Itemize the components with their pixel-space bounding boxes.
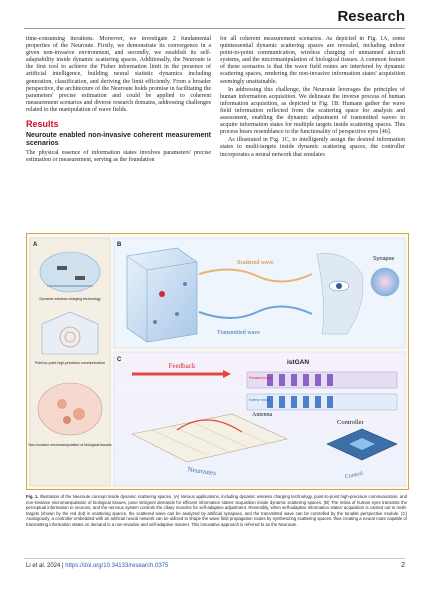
panel-c-label: C <box>117 357 122 363</box>
label-control: Control <box>344 470 364 481</box>
drone-icon <box>75 276 85 280</box>
drone-icon <box>57 266 67 270</box>
panel-b-label: B <box>117 242 122 248</box>
panel-a-label: A <box>33 242 38 248</box>
subsection-heading: Neuroute enabled non-invasive coherent measurement scenarios <box>26 132 211 148</box>
figure-1 <box>26 233 409 490</box>
label-inverse: Inverse model <box>249 398 271 402</box>
label-neuroutes: Neuroutes <box>186 465 217 478</box>
caption-text: Illustration of the Neuroute concept inside dynamic scattering spaces. (A) Various applications, including dynamic wireless charging technology, point-to-point high-precision communication, and non-invasive micromanipulation of biological tissues, pose stringent demands for efficient information states' acquisition inside dynamic scattering spaces. (B) The retina of human eyes transmits the perceptual information to neurons, and the nervous system controls the ciliary muscles for self-adaptive adjustment. Reversibly, when self-adaptive information states' acquisition is carried out to multi-targets (shown by the red dot) in scattering spaces, the scattered wave can be analyzed by artificial synapses, and the transmitted wave can be controlled by the tunable perspective module. (C) Analogously, a controller embedded with an artificial neural network can be utilized to shape the wave field propagation routes by synthesizing scattering spaces, thus creating a neural route capable of transmitting information states on demand in a non-invasive and self-adaptive manner. This innovative approach is referred to as the Neuroute. <box>26 494 407 527</box>
cell-icon <box>63 416 71 424</box>
left-paragraph-2: The physical essence of information states involves parameters' precise estimation or measurement, serving as the foundation <box>26 150 211 164</box>
label-forward: Forward model <box>249 376 272 380</box>
caption-lead: Fig. 1. <box>26 494 39 499</box>
section-heading: Results <box>26 119 59 130</box>
cell-icon <box>73 408 85 420</box>
right-paragraph-3: As illustrated in Fig. 1C, to intelligently assign the desired information states to multi-targets inside dynamic scattering spaces, the controller incorporates a neural network that emulates <box>220 137 405 158</box>
left-paragraph-1: time-consuming iterations. Moreover, we investigate 2 fundamental properties of the Neuroute. Firstly, we demonstrate its convergence in a given non-invasive environment, and secondly, we establish its self-adaptability inside dynamic scattering spaces. Additionally, the Neuroute is the first tool to achieve the Fisher information limit in the presence of artificial intelligence, building neural statistic dynamics including generation, classification, and deriving the limit efficiently. From a broader perspective, the architecture of the Neuroute holds promise in facilitating the parameters' precise estimation and could be applied to coherent measurement scenarios and diverse research domains, addressing challenges related to the manipulation of wave fields. <box>26 36 211 113</box>
figure-illustration <box>27 234 408 489</box>
label-charging: Dynamic wireless charging technology <box>39 297 101 301</box>
target-dot <box>159 291 165 297</box>
label-transmitted: Transmitted wave <box>217 330 260 336</box>
right-paragraph-2: In addressing this challenge, the Neuroute leverages the principles of human information acquisition. We delineate the inverse process of human information acquisition, as depicted in Fig. 1B: Humans gather the wave field information reflected from the scattering space for analysis and assessment, enabling the dynamic adjustment of transmitted waves to acquire information states for multiple targets inside scattering spaces. This process bears resemblance to the functionality of perspective eyes [46]. <box>220 86 405 136</box>
right-column <box>220 36 405 160</box>
footer-divider <box>24 558 405 559</box>
label-feedback: Feedback <box>168 362 196 370</box>
label-synapse: Synapse <box>373 256 395 262</box>
journal-title: Research <box>337 8 405 25</box>
header-divider <box>24 28 405 29</box>
synapse-illustration <box>371 268 399 296</box>
tissue-illustration <box>38 383 102 435</box>
label-bio: Non-invasive micromanipulation of biological tissues <box>28 443 112 447</box>
label-antenna: Antenna <box>252 412 273 418</box>
citation-text: Li et al. 2024 | <box>26 563 66 569</box>
label-p2p: Point-to-point high-precision communication <box>35 361 105 365</box>
cell-icon <box>57 399 67 409</box>
label-scattered: Scattered wave <box>237 260 274 266</box>
doi-link[interactable]: https://doi.org/10.34133/research.0375 <box>65 563 169 569</box>
right-paragraph-1: for all coherent measurement scenarios. As depicted in Fig. 1A, some quintessential dynamic scattering spaces are revealed, including indoor point-to-point communication, wireless charging of unmanned aircraft systems, and the micromanipulation of biological tissues. A common feature of these scenarios is that the wave field routes are interfered by dynamic scattering spaces, rendering the non-invasive information states' acquisition seemingly unattainable. <box>220 36 405 85</box>
label-controller: Controller <box>337 419 364 426</box>
footer-citation <box>26 563 168 569</box>
figure-caption <box>26 494 407 528</box>
left-column <box>26 36 211 165</box>
label-istgan: istGAN <box>287 359 310 366</box>
page-number: 2 <box>401 562 405 569</box>
